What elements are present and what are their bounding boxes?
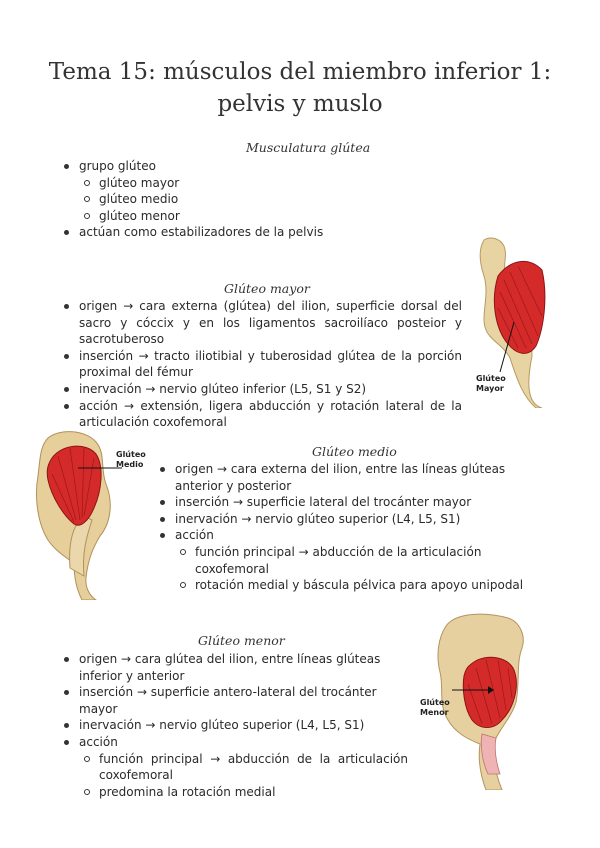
section-heading-gluteo-mayor: Glúteo mayor: [224, 281, 310, 296]
list-gluteo-menor: [62, 651, 408, 800]
list-item: glúteo mayor: [82, 175, 482, 192]
gluteo-mayor-label: Glúteo Mayor: [476, 374, 506, 393]
section-heading-gluteo-menor: Glúteo menor: [198, 633, 285, 648]
list-item: acción → extensión, ligera abducción y rotación lateral de la articulación coxofemoral: [62, 398, 462, 431]
list-item: predomina la rotación medial: [82, 784, 408, 801]
list-item: origen → cara externa del ilion, entre las líneas glúteas anterior y posterior: [158, 461, 548, 494]
list-item: función principal → abducción de la articulación coxofemoral: [178, 544, 548, 577]
list-item: actúan como estabilizadores de la pelvis: [62, 224, 482, 241]
gluteo-menor-label: Glúteo Menor: [420, 698, 450, 717]
list-gluteo-medio: [158, 461, 548, 594]
list-item: grupo glúteo: [62, 158, 482, 175]
gluteo-menor-figure: [416, 612, 544, 790]
list-item: inserción → superficie antero-lateral del trocánter mayor: [62, 684, 408, 717]
list-item: glúteo medio: [82, 191, 482, 208]
section-heading-musculatura: Musculatura glútea: [246, 140, 371, 155]
gluteo-mayor-figure: [470, 236, 550, 408]
gluteo-medio-figure: [30, 428, 160, 600]
list-musculatura: [62, 158, 482, 241]
list-item: acción: [158, 527, 548, 544]
list-item: inserción → superficie lateral del trocánter mayor: [158, 494, 548, 511]
list-item: inserción → tracto iliotibial y tuberosidad glútea de la porción proximal del fémur: [62, 348, 462, 381]
list-item: inervación → nervio glúteo superior (L4, L5, S1): [158, 511, 548, 528]
list-item: función principal → abducción de la articulación coxofemoral: [82, 751, 408, 784]
section-heading-gluteo-medio: Glúteo medio: [312, 444, 397, 459]
list-item: origen → cara externa (glútea) del ilion, superficie dorsal del sacro y cóccix y en los ligamentos sacroilíaco posteior y sacrotuberoso: [62, 298, 462, 348]
gluteo-medio-label: Glúteo Medio: [116, 450, 146, 469]
list-item: glúteo menor: [82, 208, 482, 225]
page-title: Tema 15: músculos del miembro inferior 1: pelvis y muslo: [48, 59, 552, 117]
list-item: acción: [62, 734, 408, 751]
list-item: rotación medial y báscula pélvica para apoyo unipodal: [178, 577, 548, 594]
list-gluteo-mayor: [62, 298, 462, 431]
list-item: inervación → nervio glúteo inferior (L5, S1 y S2): [62, 381, 462, 398]
list-item: inervación → nervio glúteo superior (L4, L5, S1): [62, 717, 408, 734]
list-item: origen → cara glútea del ilion, entre líneas glúteas inferior y anterior: [62, 651, 408, 684]
